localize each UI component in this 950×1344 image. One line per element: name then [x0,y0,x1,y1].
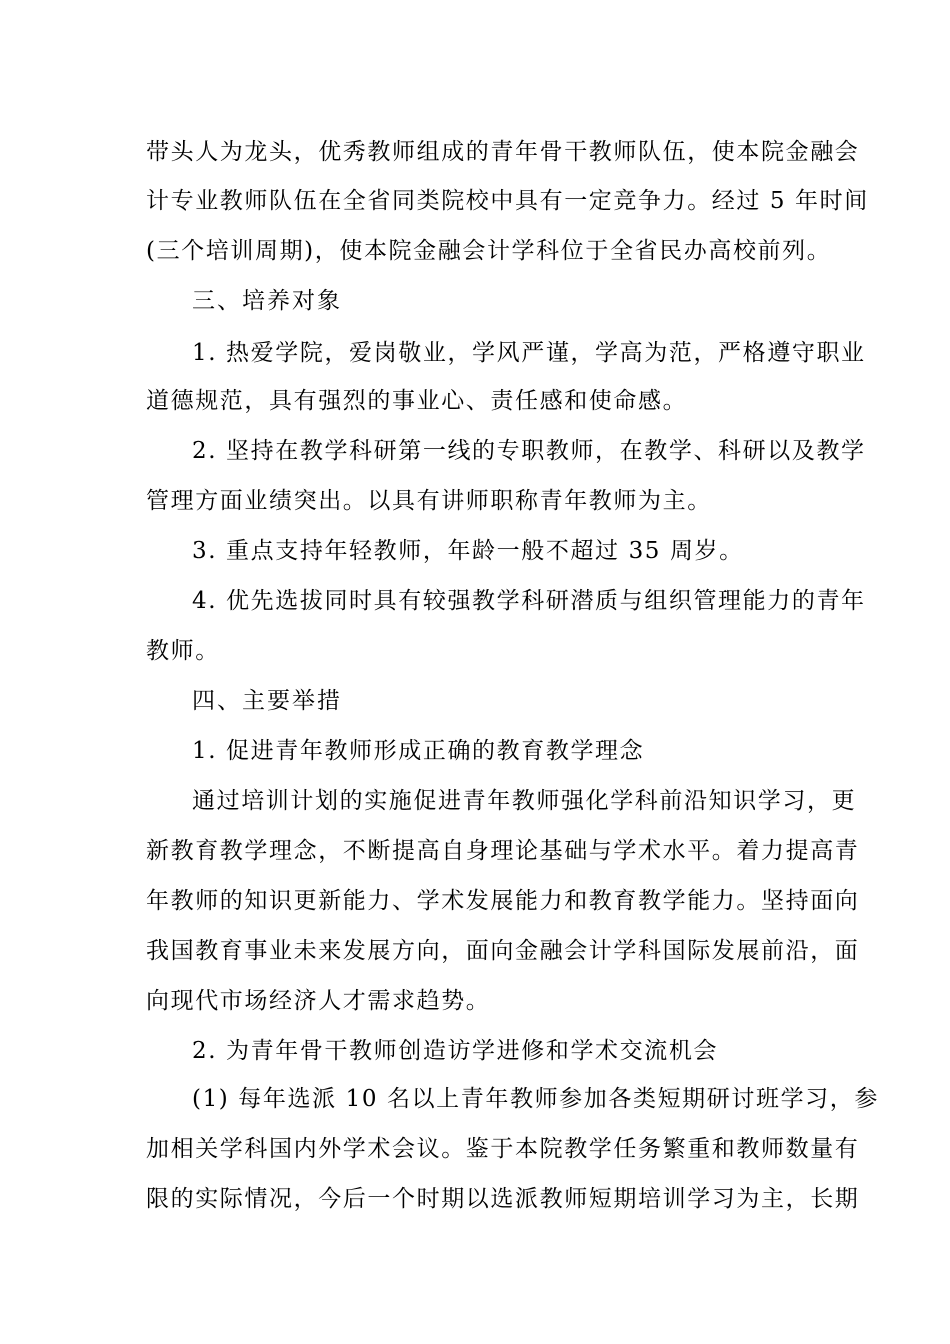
text-line: 向现代市场经济人才需求趋势。 [146,988,491,1014]
text-line: 加相关学科国内外学术会议。鉴于本院教学任务繁重和教师数量有 [146,1136,860,1162]
list-item: 3. 重点支持年轻教师，年龄一般不超过 35 周岁。 [192,538,744,564]
subsection-heading: 1. 促进青年教师形成正确的教育教学理念 [192,738,645,764]
paragraph-start: 通过培训计划的实施促进青年教师强化学科前沿知识学习，更 [192,788,857,814]
text-line: 限的实际情况，今后一个时期以选派教师短期培训学习为主，长期 [146,1186,860,1212]
subsection-heading: 2. 为青年骨干教师创造访学进修和学术交流机会 [192,1038,719,1064]
text-line: 我国教育事业未来发展方向，面向金融会计学科国际发展前沿，面 [146,938,860,964]
text-line: 道德规范，具有强烈的事业心、责任感和使命感。 [146,388,688,414]
text-line: (三个培训周期)，使本院金融会计学科位于全省民办高校前列。 [146,238,832,264]
text-line: 计专业教师队伍在全省同类院校中具有一定竞争力。经过 5 年时间 [146,188,869,214]
text-line: 年教师的知识更新能力、学术发展能力和教育教学能力。坚持面向 [146,888,860,914]
text-line: 教师。 [146,638,220,664]
section-heading: 四、主要举措 [192,688,342,714]
paragraph-start: (1) 每年选派 10 名以上青年教师参加各类短期研讨班学习，参 [192,1086,879,1112]
text-line: 新教育教学理念，不断提高自身理论基础与学术水平。着力提高青 [146,838,860,864]
text-line: 管理方面业绩突出。以具有讲师职称青年教师为主。 [146,488,712,514]
section-heading: 三、培养对象 [192,288,342,314]
text-line: 带头人为龙头，优秀教师组成的青年骨干教师队伍，使本院金融会 [146,139,860,165]
list-item: 4. 优先选拔同时具有较强教学科研潜质与组织管理能力的青年 [192,588,866,614]
list-item: 2. 坚持在教学科研第一线的专职教师，在教学、科研以及教学 [192,438,866,464]
list-item: 1. 热爱学院，爱岗敬业，学风严谨，学高为范，严格遵守职业 [192,340,866,366]
